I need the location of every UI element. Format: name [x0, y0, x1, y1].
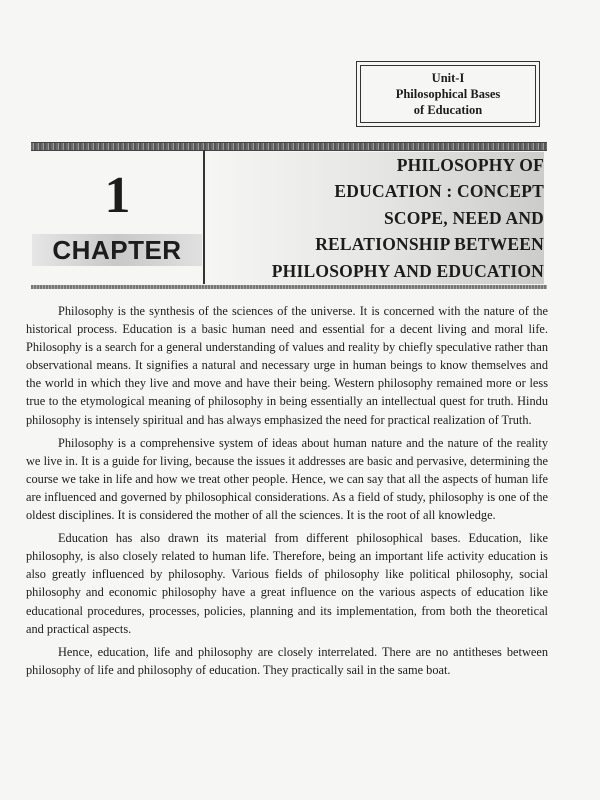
- unit-title-line-1: Philosophical Bases: [395, 87, 501, 101]
- paragraph: Philosophy is the synthesis of the sciences of the universe. It is concerned with the nature of the historical process. Education is a basic human need and essential for a decent living and moral life. Philosophy is a search for a general understanding of values and reality by chiefly speculative rather than observational means. It signifies a natural and necessary urge in human beings to know themselves and the world in which they live and move and have their being. Western philosophy remained more or less true to the etymological meaning of philosophy in being essentially an intellectual quest for truth. Hindu philosophy is intensely spiritual and has always emphasized the need for practical realization of Truth.: [26, 304, 548, 427]
- header-rule-bottom: [31, 285, 547, 289]
- chapter-title-line: PHILOSOPHY AND EDUCATION: [271, 260, 544, 281]
- chapter-title-line: SCOPE, NEED AND: [383, 207, 544, 228]
- unit-number: Unit-I: [431, 71, 465, 85]
- chapter-title-line: PHILOSOPHY OF: [396, 155, 544, 175]
- unit-title-line-2: of Education: [413, 103, 483, 117]
- paragraph: Philosophy is a comprehensive system of ideas about human nature and the nature of the reality we live in. It is a guide for living, because the issues it addresses are basic and pervasive, determining the course we take in life and how we treat other people. Hence, we can say that all the aspects of human life are influenced and governed by philosophical considerations. As a field of study, philosophy is one of the oldest disciplines. It is considered the mother of all the sciences. It is the root of all knowledge.: [26, 435, 548, 523]
- chapter-number: 1: [104, 167, 131, 224]
- chapter-title: [205, 152, 544, 284]
- body-text: [26, 302, 548, 684]
- paragraph: Hence, education, life and philosophy are closely interrelated. There are no antitheses between philosophy of life and philosophy of education. They practically sail in the same boat.: [26, 644, 548, 677]
- chapter-title-line: RELATIONSHIP BETWEEN: [315, 234, 544, 255]
- chapter-title-line: EDUCATION : CONCEPT: [334, 181, 544, 202]
- chapter-word: CHAPTER: [32, 234, 202, 266]
- unit-label-inner: [360, 65, 536, 123]
- header-rule-top: [31, 142, 547, 151]
- unit-label-box: [356, 61, 540, 127]
- paragraph: Education has also drawn its material from different philosophical bases. Education, like philosophy, is also closely related to human life. Therefore, being an important life activity education is also greatly influenced by philosophy. Various fields of philosophy like political philosophy, social philosophy and economic philosophy have a great influence on the various aspects of education like educational procedures, processes, policies, planning and its implementation, from both the theoretical and practical aspects.: [26, 531, 548, 636]
